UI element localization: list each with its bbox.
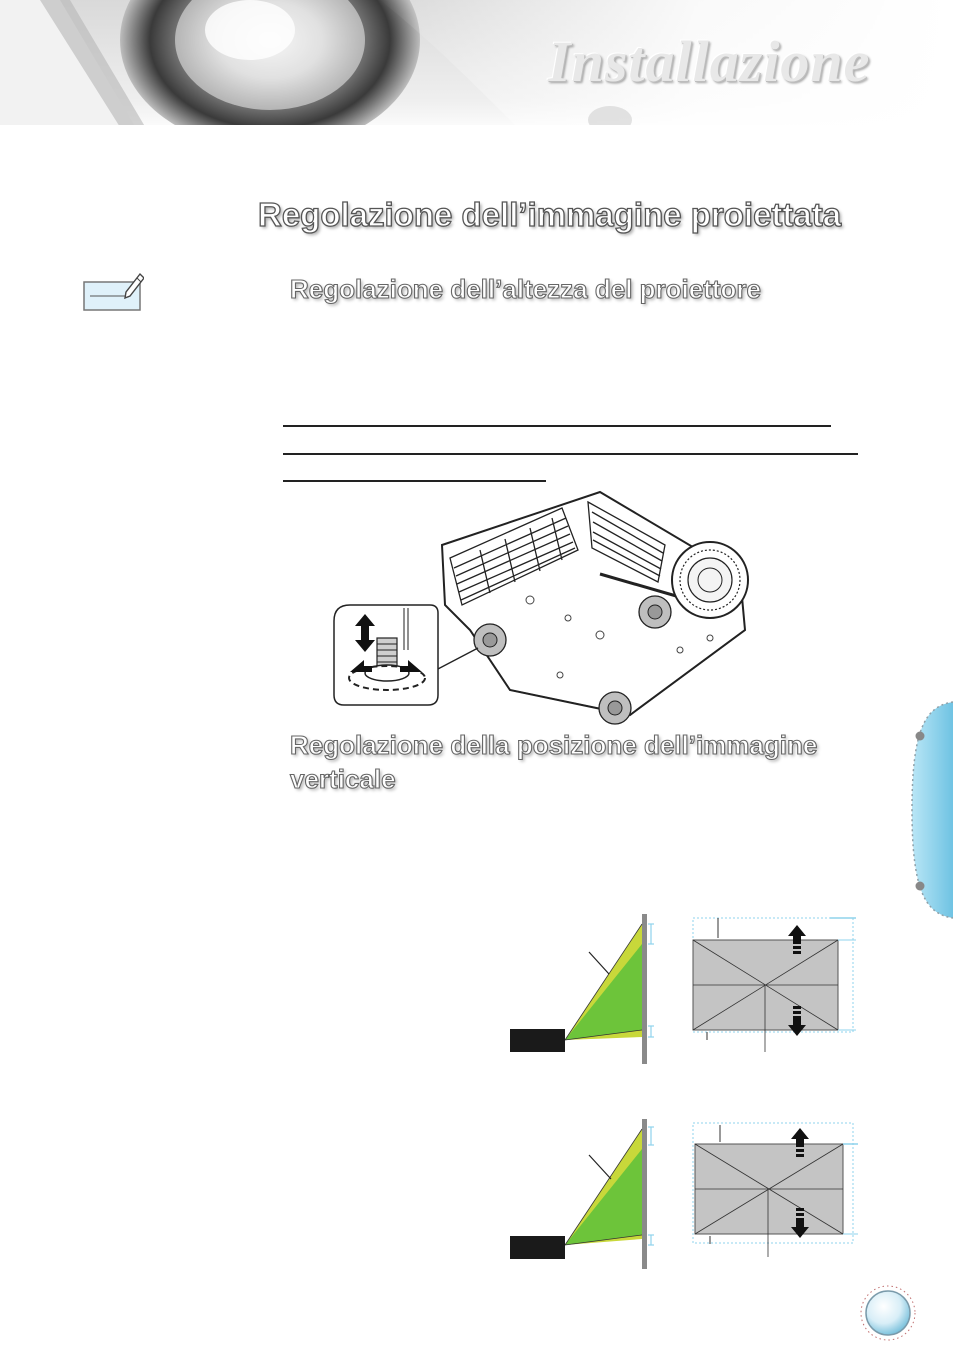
page-number-badge (858, 1283, 918, 1343)
projection-side-diagram-2 (505, 1117, 665, 1272)
chapter-title: Installazione (548, 29, 871, 94)
divider-line (283, 480, 546, 482)
subsection-heading-height: Regolazione dell’altezza del proiettore (290, 274, 761, 304)
subsection-heading-vertical: Regolazione della posizione dell’immagine (290, 730, 818, 760)
projection-side-diagram-1 (505, 912, 665, 1067)
height-adjust-arrow-icon (352, 612, 378, 654)
projection-screen-diagram-2 (690, 1117, 860, 1262)
projector-bottom-illustration (330, 490, 760, 725)
divider-line (283, 425, 831, 427)
side-chapter-tab (900, 700, 953, 920)
rotate-arrow-icon (346, 652, 426, 676)
arrow-down-icon (790, 1205, 810, 1239)
arrow-up-icon (787, 924, 807, 958)
arrow-up-icon (790, 1127, 810, 1161)
section-title: Regolazione dell’immagine proiettata (258, 196, 842, 233)
arrow-down-icon (787, 1003, 807, 1037)
projection-screen-diagram-1 (690, 912, 860, 1057)
note-pencil-icon (82, 270, 144, 312)
subsection-heading-vertical-line2: verticale (290, 764, 396, 794)
divider-line (283, 453, 858, 455)
